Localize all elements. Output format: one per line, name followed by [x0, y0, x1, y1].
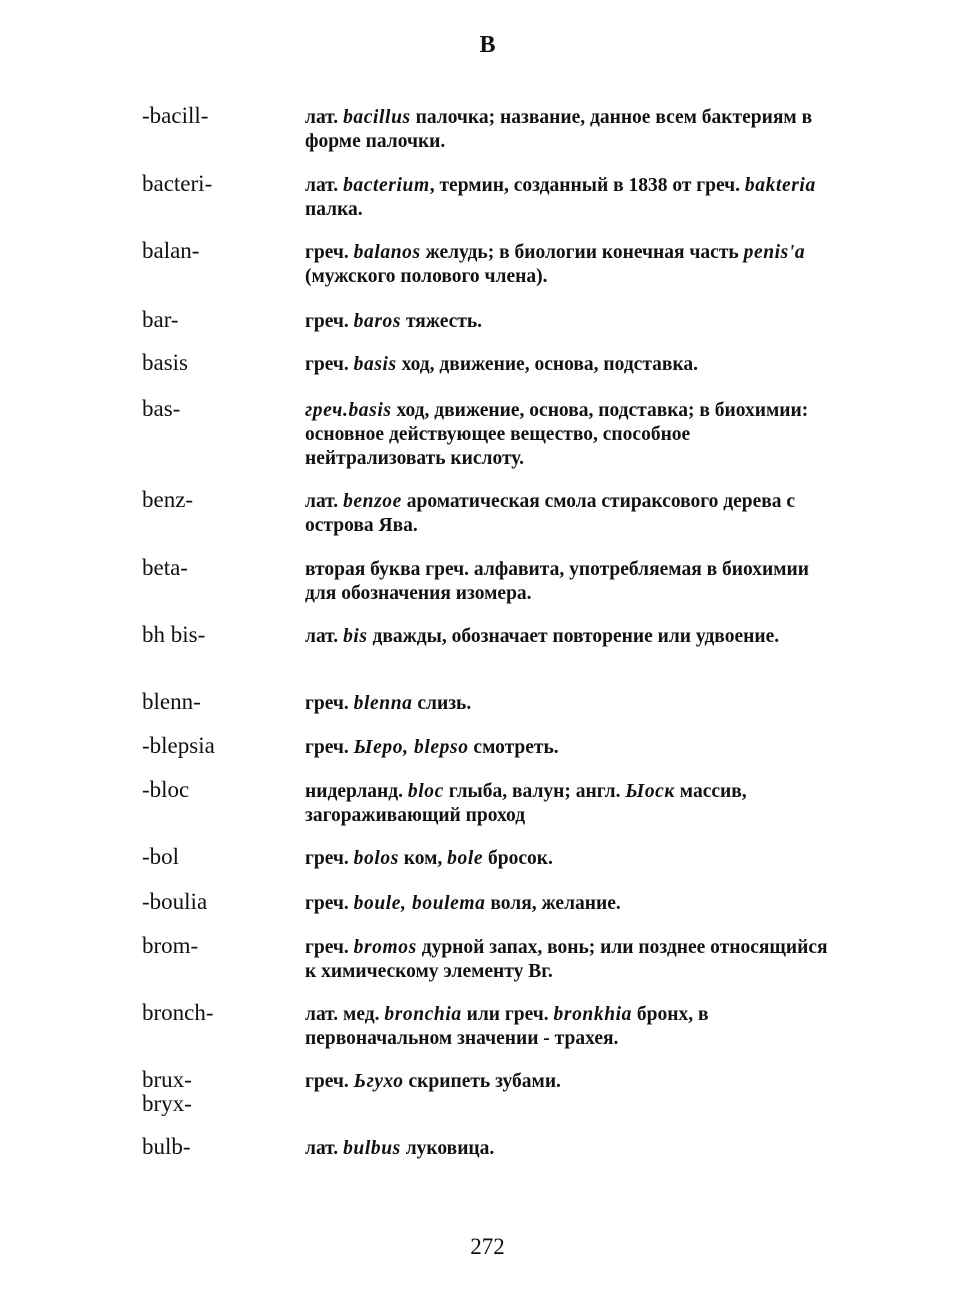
entry-definition	[305, 936, 835, 984]
definition-text: бросок.	[483, 848, 553, 869]
entry-definition	[305, 490, 835, 538]
entry-term: bulb-	[142, 1134, 191, 1159]
definition-latin-term: boule, boulema	[353, 893, 486, 914]
definition-latin-term: benzoe	[343, 491, 402, 512]
definition-text: греч.	[305, 693, 354, 714]
entry-definition	[305, 241, 835, 289]
definition-text: греч.	[305, 1071, 354, 1092]
definition-text: греч.	[305, 242, 354, 263]
page-number: 272	[470, 1234, 505, 1259]
definition-text: смотреть.	[468, 737, 559, 758]
entry-definition	[305, 106, 835, 154]
entry-definition	[305, 847, 835, 871]
definition-latin-term: bolos	[353, 848, 399, 869]
entry-term: brux- bryx-	[142, 1067, 192, 1116]
definition-latin-term: bronchia	[384, 1004, 462, 1025]
entry-term: basis	[142, 350, 188, 375]
entry-term: -bacill-	[142, 103, 209, 128]
definition-text: дурной запах, вонь; или позднее относящийся к химическому элементу Вг.	[305, 937, 828, 982]
entry-term: bar-	[142, 307, 179, 332]
definition-latin-term: Ьгухо	[353, 1071, 404, 1092]
definition-latin-term: blenna	[353, 693, 413, 714]
definition-text: слизь.	[412, 693, 472, 714]
definition-latin-term: греч.basis	[305, 400, 392, 421]
definition-text: глыба, валун; англ.	[443, 781, 626, 802]
entry-term: bronch-	[142, 1000, 214, 1025]
definition-text: , термин, созданный в 1838 от греч.	[429, 175, 745, 196]
entry-definition	[305, 558, 835, 606]
entry-term: beta-	[142, 555, 188, 580]
definition-text: лат.	[305, 626, 344, 647]
definition-text: желудь; в биологии конечная часть	[420, 242, 744, 263]
entry-term: bh bis-	[142, 622, 206, 647]
entry-definition	[305, 353, 835, 377]
entry-term: bacteri-	[142, 171, 213, 196]
entry-definition	[305, 1003, 835, 1051]
definition-text: греч.	[305, 937, 354, 958]
definition-text: нидерланд.	[305, 781, 408, 802]
definition-text: (мужского полового члена).	[305, 266, 548, 287]
entry-definition	[305, 780, 835, 828]
definition-text: лат. мед.	[305, 1004, 385, 1025]
entry-term: -boulia	[142, 889, 208, 914]
definition-latin-term: bloc	[407, 781, 444, 802]
entry-term: benz-	[142, 487, 194, 512]
definition-text: ком,	[398, 848, 448, 869]
definition-text: лат.	[305, 1138, 344, 1159]
definition-text: бронх, в первоначальном значении - трахея.	[305, 1004, 709, 1049]
definition-latin-term: bronkhia	[553, 1004, 633, 1025]
entry-definition	[305, 1137, 835, 1161]
definition-text: воля, желание.	[485, 893, 621, 914]
entry-definition	[305, 174, 835, 222]
entry-definition	[305, 399, 835, 471]
definition-latin-term: basis	[353, 354, 397, 375]
definition-latin-term: Ыоск	[625, 781, 675, 802]
definition-latin-term: bole	[447, 848, 484, 869]
entry-definition	[305, 892, 835, 916]
definition-text: греч.	[305, 737, 354, 758]
entry-definition	[305, 736, 835, 760]
definition-latin-term: bacterium	[343, 175, 430, 196]
section-letter-heading: B	[479, 32, 496, 58]
definition-text: скрипеть зубами.	[403, 1071, 561, 1092]
entry-term: -blepsia	[142, 733, 215, 758]
definition-text: греч.	[305, 848, 354, 869]
definition-text: ход, движение, основа, подставка.	[396, 354, 699, 375]
definition-text: массив, загораживающий проход	[305, 781, 747, 826]
definition-text: палка.	[305, 199, 363, 220]
definition-text: вторая буква греч. алфавита, употребляемая в биохимии для обозначения изомера.	[305, 559, 810, 604]
definition-text: ход, движение, основа, подставка; в биохимии: основное действующее вещество, способное нейтрализовать кислоту.	[305, 400, 809, 469]
definition-text: луковица.	[400, 1138, 495, 1159]
entry-term: bas-	[142, 396, 181, 421]
definition-latin-term: penis'a	[743, 242, 806, 263]
entry-definition	[305, 625, 835, 649]
entry-term: -bloc	[142, 777, 190, 802]
definition-latin-term: bacillus	[343, 107, 411, 128]
definition-latin-term: bulbus	[343, 1138, 401, 1159]
definition-text: лат.	[305, 491, 344, 512]
definition-text: или греч.	[461, 1004, 554, 1025]
definition-text: ароматическая смола стираксового дерева с острова Ява.	[305, 491, 796, 536]
definition-text: тяжесть.	[401, 311, 483, 332]
entry-definition	[305, 692, 835, 716]
definition-text: лат.	[305, 175, 344, 196]
entry-term: blenn-	[142, 689, 201, 714]
definition-latin-term: bis	[343, 626, 368, 647]
entry-definition	[305, 1070, 835, 1094]
definition-text: палочка; название, данное всем бактериям в форме палочки.	[305, 107, 813, 152]
entry-term: brom-	[142, 933, 199, 958]
definition-latin-term: bromos	[353, 937, 417, 958]
definition-latin-term: baros	[353, 311, 402, 332]
entry-definition	[305, 310, 835, 334]
definition-text: дважды, обозначает повторение или удвоение.	[367, 626, 780, 647]
definition-latin-term: bakteria	[744, 175, 816, 196]
definition-latin-term: Ыеро, blepso	[353, 737, 469, 758]
definition-text: греч.	[305, 893, 354, 914]
definition-text: греч.	[305, 311, 354, 332]
definition-text: лат.	[305, 107, 344, 128]
entry-term: balan-	[142, 238, 200, 263]
entry-term: -bol	[142, 844, 180, 869]
definition-latin-term: balanos	[353, 242, 421, 263]
definition-text: греч.	[305, 354, 354, 375]
